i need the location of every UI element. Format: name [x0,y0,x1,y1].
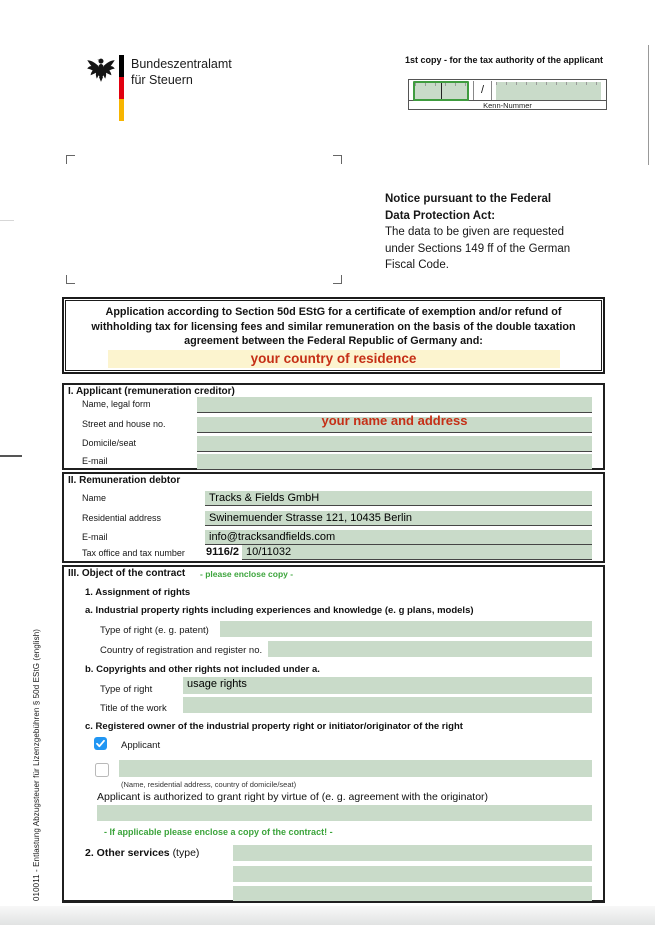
other-owner-hint: (Name, residential address, country of domicile/seat) [121,780,297,789]
kenn-nummer-field-left[interactable] [413,81,469,101]
field-authorized-by-virtue-of[interactable] [97,805,592,821]
label-tax-office-number: Tax office and tax number [82,548,185,558]
label-domicile-seat: Domicile/seat [82,438,137,448]
label-debtor-address: Residential address [82,513,162,523]
label-title-of-work: Title of the work [100,703,167,714]
contract-copy-hint: - If applicable please enclose a copy of the contract! - [104,827,333,837]
field-email-applicant[interactable] [197,454,592,470]
field-tax-number[interactable]: 10/11032 [242,545,592,560]
notice-body-line1: The data to be given are requested [385,226,565,238]
agency-name [131,56,232,88]
field-name-legal-form[interactable] [197,397,592,413]
notice-body-line2: under Sections 149 ff of the German [385,242,571,255]
label-name-legal-form: Name, legal form [82,399,151,409]
fold-mark-upper [0,220,14,221]
checkmark-icon [94,737,107,750]
name-address-annotation: your name and address [321,413,468,428]
notice-title-line2: Data Protection Act: [385,209,496,222]
section1-heading: I. Applicant (remuneration creditor) [68,386,235,397]
application-title: Application according to Section 50d EStG for a certificate of exemption and/or refund of withholding tax for licensing fees and similar remuneration on the basis of the double taxation agreement between the Federal Republic of Germany and: [91,306,576,347]
field-type-of-right[interactable]: usage rights [183,677,592,694]
page-edge [0,906,655,925]
fold-mark-lower [0,455,22,457]
kenn-nummer-field-right[interactable] [496,82,601,100]
tax-office-value: 9116/2 [206,546,240,558]
label-debtor-email: E-mail [82,532,108,542]
item2-heading [85,847,199,859]
applicant-checkbox[interactable] [94,737,107,750]
item1-heading: 1. Assignment of rights [85,587,191,598]
item2-heading-suffix: (type) [172,847,200,859]
application-title-box [62,297,605,374]
field-other-services-1[interactable] [233,845,592,861]
window-mark-bottom-right [333,275,342,284]
enclose-copy-hint: - please enclose copy - [200,569,294,579]
field-domicile-seat[interactable] [197,436,592,452]
label-debtor-name: Name [82,493,107,503]
field-debtor-email[interactable]: info@tracksandfields.com [205,530,592,545]
kenn-slash: / [473,81,492,100]
item1c-heading: c. Registered owner of the industrial property right or initiator/originator of the right [85,721,463,732]
notice-title-line1: Notice pursuant to the Federal [385,193,552,205]
german-flag-stripe-icon [119,55,124,121]
field-other-services-2[interactable] [233,866,592,882]
kenn-nummer-box [408,79,607,110]
country-field[interactable] [108,350,560,368]
federal-eagle-icon [86,54,116,84]
notice-body-line3: Fiscal Code. [385,259,449,271]
section2-heading: II. Remuneration debtor [68,475,181,486]
item1a-heading: a. Industrial property rights including experiences and knowledge (e. g plans, models) [85,605,474,616]
label-street-house-no: Street and house no. [82,419,166,429]
field-title-of-work[interactable] [183,697,592,713]
field-other-services-3[interactable] [233,886,592,901]
applicant-checkbox-label: Applicant [121,740,161,751]
window-mark-top-left [66,155,75,164]
window-mark-bottom-left [66,275,75,284]
right-margin-mark [648,45,649,165]
item1b-heading: b. Copyrights and other rights not included under a. [85,664,320,675]
agency-name-line1: Bundeszentralamt [131,57,232,71]
window-mark-top-right [333,155,342,164]
authorized-label: Applicant is authorized to grant right by virtue of (e. g. agreement with the originator) [97,791,489,803]
form-code-vertical-label: 010011 - Entlastung Abzugsteuer für Lizenzgebühren § 50d EStG (english) [32,628,41,901]
field-country-of-registration[interactable] [268,641,592,657]
field-type-of-right-patent[interactable] [220,621,592,637]
label-type-of-right-patent: Type of right (e. g. patent) [100,625,209,636]
label-type-of-right: Type of right [100,684,153,695]
label-country-of-registration: Country of registration and register no. [100,645,263,656]
data-protection-notice [385,191,620,274]
section3-heading: III. Object of the contract [68,568,186,579]
country-annotation: your country of residence [250,350,417,366]
other-owner-checkbox[interactable] [95,763,109,777]
field-debtor-address[interactable]: Swinemuender Strasse 121, 10435 Berlin [205,511,592,526]
copy-note: 1st copy - for the tax authority of the applicant [405,55,604,65]
field-other-owner[interactable] [119,760,592,777]
field-debtor-name[interactable]: Tracks & Fields GmbH [205,491,592,506]
agency-name-line2: für Steuern [131,73,193,87]
label-email-applicant: E-mail [82,456,108,466]
kenn-nummer-label: Kenn-Nummer [409,100,606,110]
kenn-field-divider [441,83,442,99]
item2-heading-bold: 2. Other services [85,847,170,859]
